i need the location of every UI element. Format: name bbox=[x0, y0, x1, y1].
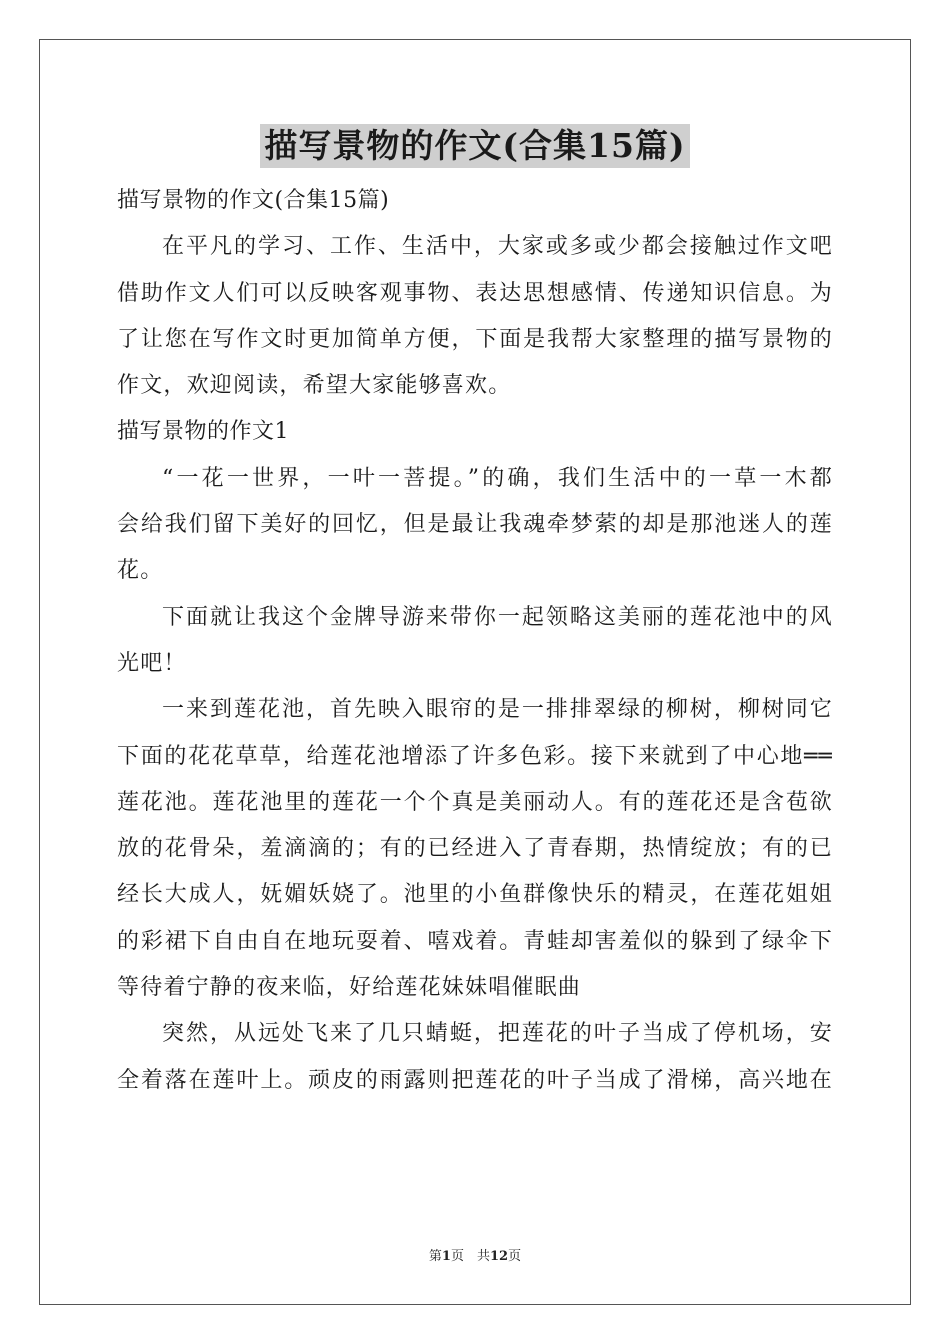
paragraph-line: 下面的花花草草，给莲花池增添了许多色彩。接下来就到了中心地══ bbox=[117, 743, 833, 769]
footer-middle: 页 共 bbox=[450, 1249, 490, 1264]
document-body bbox=[117, 178, 833, 1104]
paragraph-line: 等待着宁静的夜来临，好给莲花妹妹唱催眠曲 bbox=[117, 975, 582, 1001]
paragraph-line: 经长大成人，妩媚妖娆了。池里的小鱼群像快乐的精灵，在莲花姐姐 bbox=[117, 882, 833, 908]
paragraph-line: 光吧！ bbox=[117, 650, 187, 676]
paragraph-line: 借助作文人们可以反映客观事物、表达思想感情、传递知识信息。为 bbox=[117, 280, 833, 306]
paragraph-line: 的彩裙下自由自在地玩耍着、嘻戏着。青蛙却害羞似的躲到了绿伞下 bbox=[117, 928, 833, 954]
title-area bbox=[0, 124, 950, 168]
section-heading: 描写景物的作文(合集15篇) bbox=[117, 188, 390, 213]
footer-prefix: 第 bbox=[428, 1249, 442, 1264]
paragraph-line: 一来到莲花池，首先映入眼帘的是一排排翠绿的柳树，柳树同它 bbox=[162, 697, 833, 723]
paragraph-line: “一花一世界，一叶一菩提。”的确，我们生活中的一草一木都 bbox=[162, 465, 833, 491]
footer-suffix: 页 bbox=[508, 1249, 522, 1264]
document-title: 描写景物的作文(合集15篇) bbox=[260, 124, 689, 168]
paragraph-line: 作文，欢迎阅读，希望大家能够喜欢。 bbox=[117, 373, 512, 399]
paragraph-line: 了让您在写作文时更加简单方便，下面是我帮大家整理的描写景物的 bbox=[117, 326, 833, 352]
section-heading: 描写景物的作文1 bbox=[117, 419, 289, 445]
total-page-number: 12 bbox=[489, 1249, 509, 1264]
current-page-number: 1 bbox=[441, 1249, 451, 1264]
paragraph-line: 会给我们留下美好的回忆，但是最让我魂牵梦萦的却是那池迷人的莲 bbox=[117, 512, 833, 538]
paragraph-line: 突然，从远处飞来了几只蜻蜓，把莲花的叶子当成了停机场，安 bbox=[162, 1021, 833, 1047]
paragraph-line: 在平凡的学习、工作、生活中，大家或多或少都会接触过作文吧 bbox=[162, 234, 833, 260]
paragraph-line: 莲花池。莲花池里的莲花一个个真是美丽动人。有的莲花还是含苞欲 bbox=[117, 789, 833, 815]
paragraph-line: 花。 bbox=[117, 558, 164, 584]
paragraph-line: 全着落在莲叶上。顽皮的雨露则把莲花的叶子当成了滑梯，高兴地在 bbox=[117, 1067, 833, 1093]
page-footer bbox=[0, 1248, 950, 1266]
paragraph-line: 下面就让我这个金牌导游来带你一起领略这美丽的莲花池中的风 bbox=[162, 604, 833, 630]
paragraph-line: 放的花骨朵，羞滴滴的；有的已经进入了青春期，热情绽放；有的已 bbox=[117, 836, 833, 862]
